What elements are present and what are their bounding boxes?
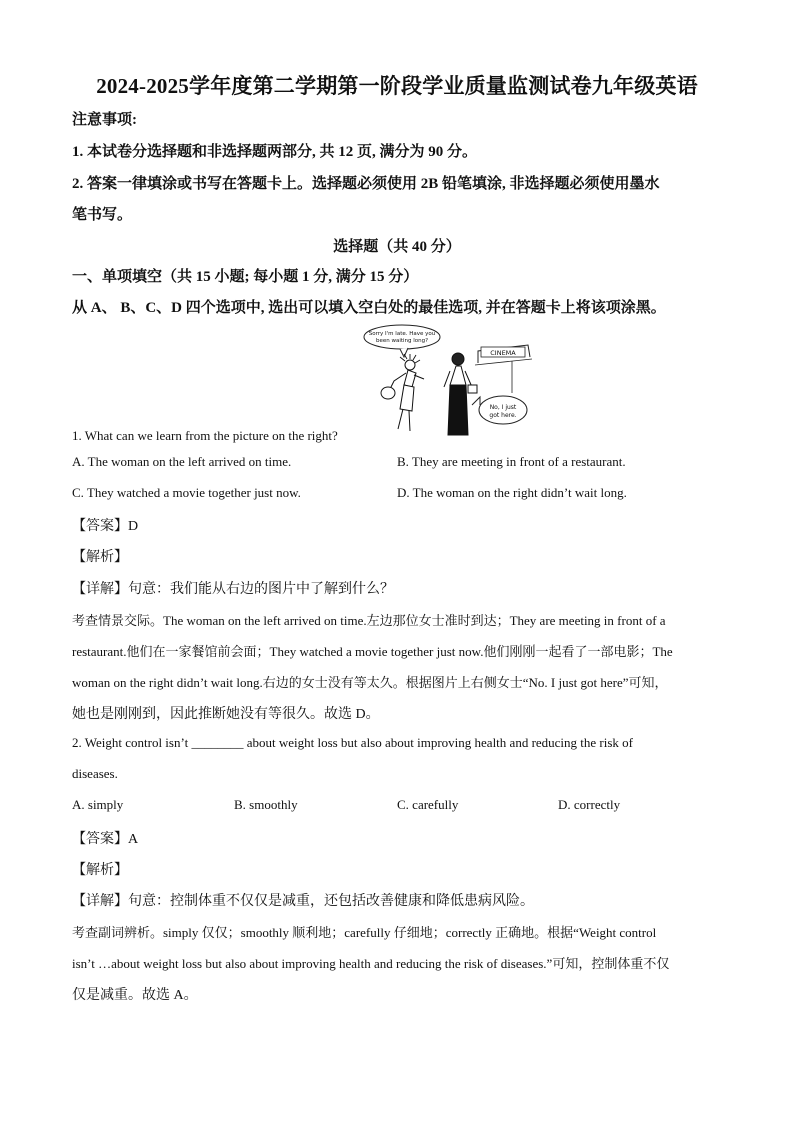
bubble-right-line-1: No, I just	[489, 404, 517, 411]
woman-right	[444, 353, 477, 435]
q2-answer	[72, 828, 138, 848]
q2-detail-line-3: isn’t …about weight loss but also about improving health and reducing the risk of diseases.”可知，控制体重不仅	[72, 956, 670, 971]
bubble-left-line-2: been waiting long?	[375, 338, 429, 344]
section-title: 选择题（共 40 分）	[333, 239, 461, 255]
cartoon-picture	[360, 323, 540, 441]
q2-option-c[interactable]: C. carefully	[397, 797, 459, 812]
q2-detail-line-1: 【详解】句意：控制体重不仅仅是减重，还包括改善健康和降低患病风险。	[72, 894, 534, 909]
q2-answer-label: 【答案】	[72, 832, 128, 847]
notice-item-1: 1. 本试卷分选择题和非选择题两部分, 共 12 页, 满分为 90 分。	[72, 144, 478, 160]
q1-stem: 1. What can we learn from the picture on the right?	[72, 428, 338, 443]
cinema-building	[475, 345, 532, 393]
q2-analysis-label: 【解析】	[72, 863, 128, 878]
q1-answer-value: D	[128, 519, 139, 534]
q1-detail-line-2: 考查情景交际。The woman on the left arrived on time.左边那位女士准时到达；They are meeting in front of a	[72, 613, 666, 628]
q2-option-d[interactable]: D. correctly	[558, 797, 621, 812]
q1-option-b[interactable]: B. They are meeting in front of a restaurant.	[397, 454, 626, 469]
q1-option-a[interactable]: A. The woman on the left arrived on time.	[72, 454, 292, 469]
woman-left	[381, 354, 424, 431]
cinema-sign: CINEMA	[490, 349, 516, 357]
q1-detail-line-1: 【详解】句意：我们能从右边的图片中了解到什么？	[72, 582, 394, 597]
notice-item-2-line-1: 2. 答案一律填涂或书写在答题卡上。选择题必须使用 2B 铅笔填涂, 非选择题必须使用墨水	[72, 176, 660, 192]
q2-answer-value: A	[128, 832, 139, 847]
q1-detail-line-5: 她也是刚刚到，因此推断她没有等很久。故选 D。	[72, 707, 380, 722]
q2-option-b[interactable]: B. smoothly	[234, 797, 298, 812]
q2-option-a[interactable]: A. simply	[72, 797, 124, 812]
speech-bubble-right	[472, 396, 527, 424]
q1-option-c[interactable]: C. They watched a movie together just now.	[72, 485, 301, 500]
q2-detail-line-2: 考查副词辨析。simply 仅仅；smoothly 顺利地；carefully 仔细地；correctly 正确地。根据“Weight control	[72, 925, 657, 940]
bubble-right-line-2: got here.	[489, 412, 517, 419]
notice-heading: 注意事项:	[72, 112, 137, 128]
part1-heading: 一、单项填空（共 15 小题; 每小题 1 分, 满分 15 分）	[72, 269, 419, 285]
q2-stem-line-2: diseases.	[72, 766, 118, 781]
page-title: 2024-2025学年度第二学期第一阶段学业质量监测试卷九年级英语	[96, 74, 698, 98]
q1-detail-line-4: woman on the right didn’t wait long.右边的女士没有等太久。根据图片上右侧女士“No. I just got here”可知，	[72, 675, 668, 690]
q2-stem-line-1: 2. Weight control isn’t ________ about weight loss but also about improving health and reducing the risk of	[72, 735, 634, 750]
q1-detail-line-3: restaurant.他们在一家餐馆前会面；They watched a movie together just now.他们刚刚一起看了一部电影；The	[72, 644, 673, 659]
q1-analysis-label: 【解析】	[72, 550, 128, 565]
notice-item-2-line-2: 笔书写。	[72, 207, 133, 223]
speech-bubble-left	[364, 325, 440, 357]
q1-answer-label: 【答案】	[72, 519, 128, 534]
bubble-left-line-1: Sorry I'm late. Have you	[368, 331, 436, 337]
part1-instruction: 从 A、 B、C、D 四个选项中, 选出可以填入空白处的最佳选项, 并在答题卡上将该项涂黑。	[72, 300, 666, 316]
q1-option-d[interactable]: D. The woman on the right didn’t wait long.	[397, 485, 627, 500]
q2-detail-line-4: 仅是减重。故选 A。	[72, 988, 198, 1003]
q1-answer	[72, 515, 138, 535]
